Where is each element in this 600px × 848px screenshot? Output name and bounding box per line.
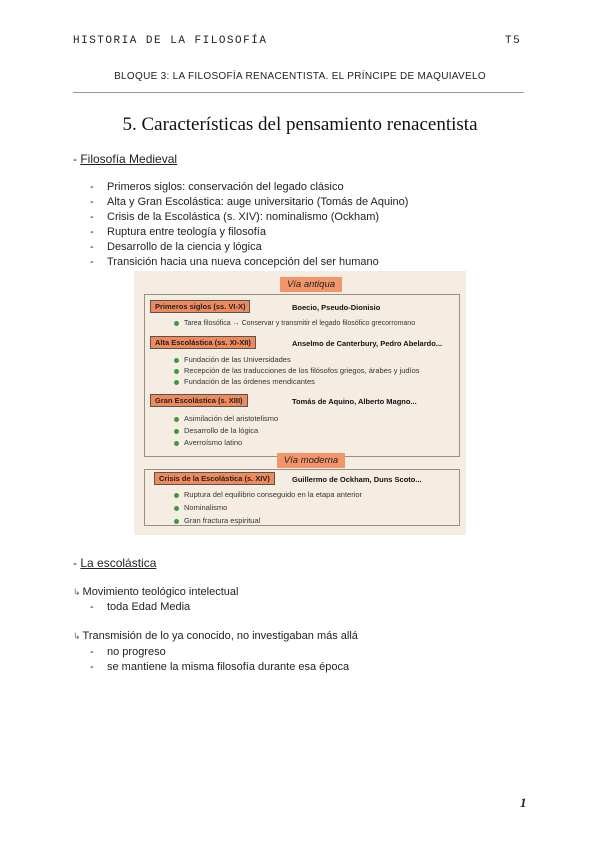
crisis-escolastica-authors: Guillermo de Ockham, Duns Scoto... [292,475,422,484]
section-prefix: - [73,556,81,570]
page-title: 5. Características del pensamiento renacentista [122,114,478,135]
crisis-escolastica-label: Crisis de la Escolástica (s. XIV) [154,472,275,485]
bullet-item: Gran fractura espiritual [174,516,260,525]
header-subject: HISTORIA DE LA FILOSOFÍA [73,35,268,47]
bullet-item: Fundación de las órdenes mendicantes [174,377,315,386]
section-heading-text: La escolástica [80,556,157,570]
return-arrow-icon: ↳ [73,631,81,641]
bullet-item: Fundación de las Universidades [174,355,291,364]
return-arrow-icon: ↳ [73,587,81,597]
list-item: - Ruptura entre teología y filosofía [90,225,408,240]
point-text: Movimiento teológico intelectual [82,586,239,598]
header-topic: T5 [505,35,522,47]
scholasticism-diagram [134,271,466,535]
list-item: - toda Edad Media [90,600,190,615]
bullet-item: Desarrollo de la lógica [174,426,258,435]
primeros-siglos-label: Primeros siglos (ss. VI-X) [150,300,250,313]
point-sublist [90,600,190,615]
section-prefix: - [73,152,81,166]
alta-escolastica-label: Alta Escolástica (ss. XI-XII) [150,336,256,349]
bullet-item: Tarea filosófica → Conservar y transmitir el legado filosófico grecorromano [174,320,415,327]
section-heading-escolastica [73,556,156,570]
via-antiqua-tag: Vía antiqua [280,277,342,292]
point-line [73,630,358,642]
list-item: - se mantiene la misma filosofía durante esa época [90,660,349,675]
section-heading-text: Filosofía Medieval [80,152,178,166]
section-heading-medieval [73,152,177,166]
via-moderna-tag: Vía moderna [277,453,345,468]
list-item: - Transición hacia una nueva concepción del ser humano [90,255,408,270]
primeros-siglos-authors: Boecio, Pseudo-Dionisio [292,303,381,312]
gran-escolastica-authors: Tomás de Aquino, Alberto Magno... [292,397,417,406]
bullet-item: Asimilación del aristotelismo [174,414,278,423]
block-title: BLOQUE 3: LA FILOSOFÍA RENACENTISTA. EL PRÍNCIPE DE MAQUIAVELO [114,71,486,82]
list-item: - Desarrollo de la ciencia y lógica [90,240,408,255]
bullet-item: Nominalismo [174,503,227,512]
list-item: - no progreso [90,645,349,660]
point-text: Transmisión de lo ya conocido, no investigaban más allá [82,630,358,642]
point-sublist [90,645,349,675]
bullet-item: Ruptura del equilibrio conseguido en la etapa anterior [174,490,362,499]
medieval-list [90,180,408,270]
bullet-item: Recepción de las traducciones de los filósofos griegos, árabes y judíos [174,366,420,375]
bullet-item: Averroísmo latino [174,438,242,447]
header-divider [73,92,524,93]
list-item: - Crisis de la Escolástica (s. XIV): nominalismo (Ockham) [90,210,408,225]
page-number: 1 [520,795,527,810]
alta-escolastica-authors: Anselmo de Canterbury, Pedro Abelardo... [292,339,443,348]
list-item: - Primeros siglos: conservación del legado clásico [90,180,408,195]
gran-escolastica-label: Gran Escolástica (s. XIII) [150,394,248,407]
point-line [73,586,238,598]
list-item: - Alta y Gran Escolástica: auge universitario (Tomás de Aquino) [90,195,408,210]
